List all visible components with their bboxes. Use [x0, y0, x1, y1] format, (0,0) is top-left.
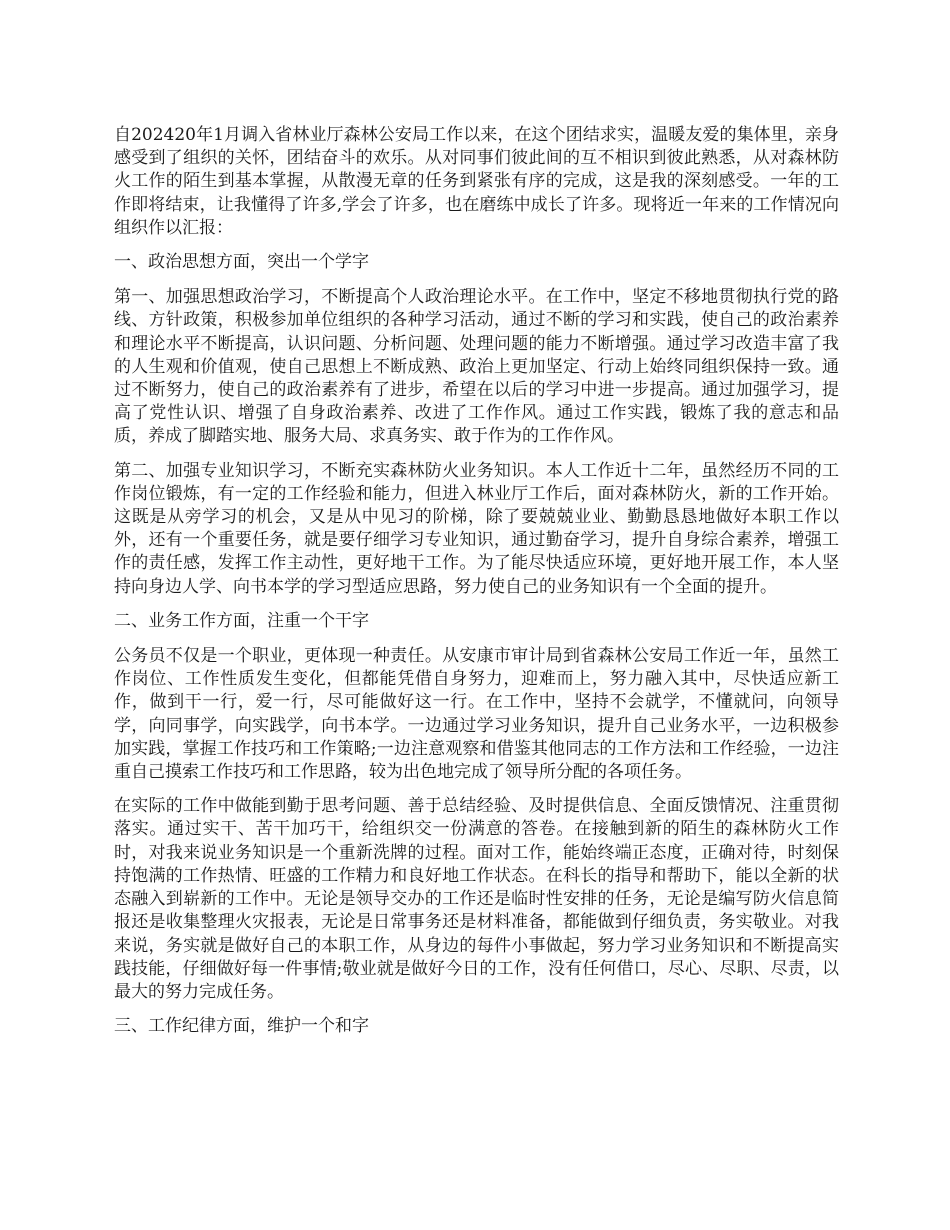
document-body — [114, 124, 839, 1050]
paragraph-practical-work: 在实际的工作中做能到勤于思考问题、善于总结经验、及时提供信息、全面反馈情况、注重贯彻落实。通过实干、苦干加巧干，给组织交一份满意的答卷。在接触到新的陌生的森林防火工作时，对我来说业务知识是一个重新洗牌的过程。面对工作，能始终端正态度，正确对待，时刻保持饱满的工作热情、旺盛的工作精力和良好地工作状态。在科长的指导和帮助下，能以全新的状态融入到崭新的工作中。无论是领导交办的工作还是临时性安排的任务，无论是编写防火信息简报还是收集整理火灾报表，无论是日常事务还是材料准备，都能做到仔细负责，务实敬业。对我来说，务实就是做好自己的本职工作，从身边的每件小事做起，努力学习业务知识和不断提高实践技能，仔细做好每一件事情;敬业就是做好今日的工作，没有任何借口，尽心、尽职、尽责，以最大的努力完成任务。 — [114, 796, 839, 1002]
section-heading-business: 二、业务工作方面，注重一个干字 — [114, 610, 369, 631]
paragraph-professional-study: 第二、加强专业知识学习，不断充实森林防火业务知识。本人工作近十二年，虽然经历不同的工作岗位锻炼，有一定的工作经验和能力，但进入林业厅工作后，面对森林防火，新的工作开始。这既是从旁学习的机会，又是从中见习的阶梯，除了要兢兢业业、勤勤恳恳地做好本职工作以外，还有一个重要任务，就是要仔细学习专业知识，通过勤奋学习，提升自身综合素养，增强工作的责任感，发挥工作主动性，更好地干工作。为了能尽快适应环境，更好地开展工作，本人坚持向身边人学、向书本学的学习型适应思路，努力使自己的业务知识有一个全面的提升。 — [114, 460, 839, 597]
section-heading-discipline: 三、工作纪律方面，维护一个和字 — [114, 1016, 369, 1037]
paragraph-civil-servant: 公务员不仅是一个职业，更体现一种责任。从安康市审计局到省森林公安局工作近一年，虽然工作岗位、工作性质发生变化，但都能凭借自身努力，迎难而上，努力融入其中，尽快适应新工作，做到干一行，爱一行，尽可能做好这一行。在工作中，坚持不会就学，不懂就问，向领导学，向同事学，向实践学，向书本学。一边通过学习业务知识，提升自己业务水平，一边积极参加实践，掌握工作技巧和工作策略;一边注意观察和借鉴其他同志的工作方法和工作经验，一边注重自己摸索工作技巧和工作思路，较为出色地完成了领导所分配的各项任务。 — [114, 646, 839, 783]
intro-paragraph: 自202420年1月调入省林业厅森林公安局工作以来，在这个团结求实，温暖友爱的集体里，亲身感受到了组织的关怀，团结奋斗的欢乐。从对同事们彼此间的互不相识到彼此熟悉，从对森林防火工作的陌生到基本掌握，从散漫无章的任务到紧张有序的完成，这是我的深刻感受。一年的工作即将结束，让我懂得了许多,学会了许多，也在磨练中成长了许多。现将近一年来的工作情况向组织作以汇报： — [114, 125, 839, 238]
section-heading-political: 一、政治思想方面，突出一个学字 — [114, 252, 369, 273]
paragraph-political-study: 第一、加强思想政治学习，不断提高个人政治理论水平。在工作中，坚定不移地贯彻执行党的路线、方针政策，积极参加单位组织的各种学习活动，通过不断的学习和实践，使自己的政治素养和理论水平不断提高，认识问题、分析问题、处理问题的能力不断增强。通过学习改造丰富了我的人生观和价值观，使自己思想上不断成熟、政治上更加坚定、行动上始终同组织保持一致。通过不断努力，使自己的政治素养有了进步，希望在以后的学习中进一步提高。通过加强学习，提高了党性认识、增强了自身政治素养、改进了工作作风。通过工作实践，锻炼了我的意志和品质，养成了脚踏实地、服务大局、求真务实、敢于作为的工作作风。 — [114, 287, 839, 447]
